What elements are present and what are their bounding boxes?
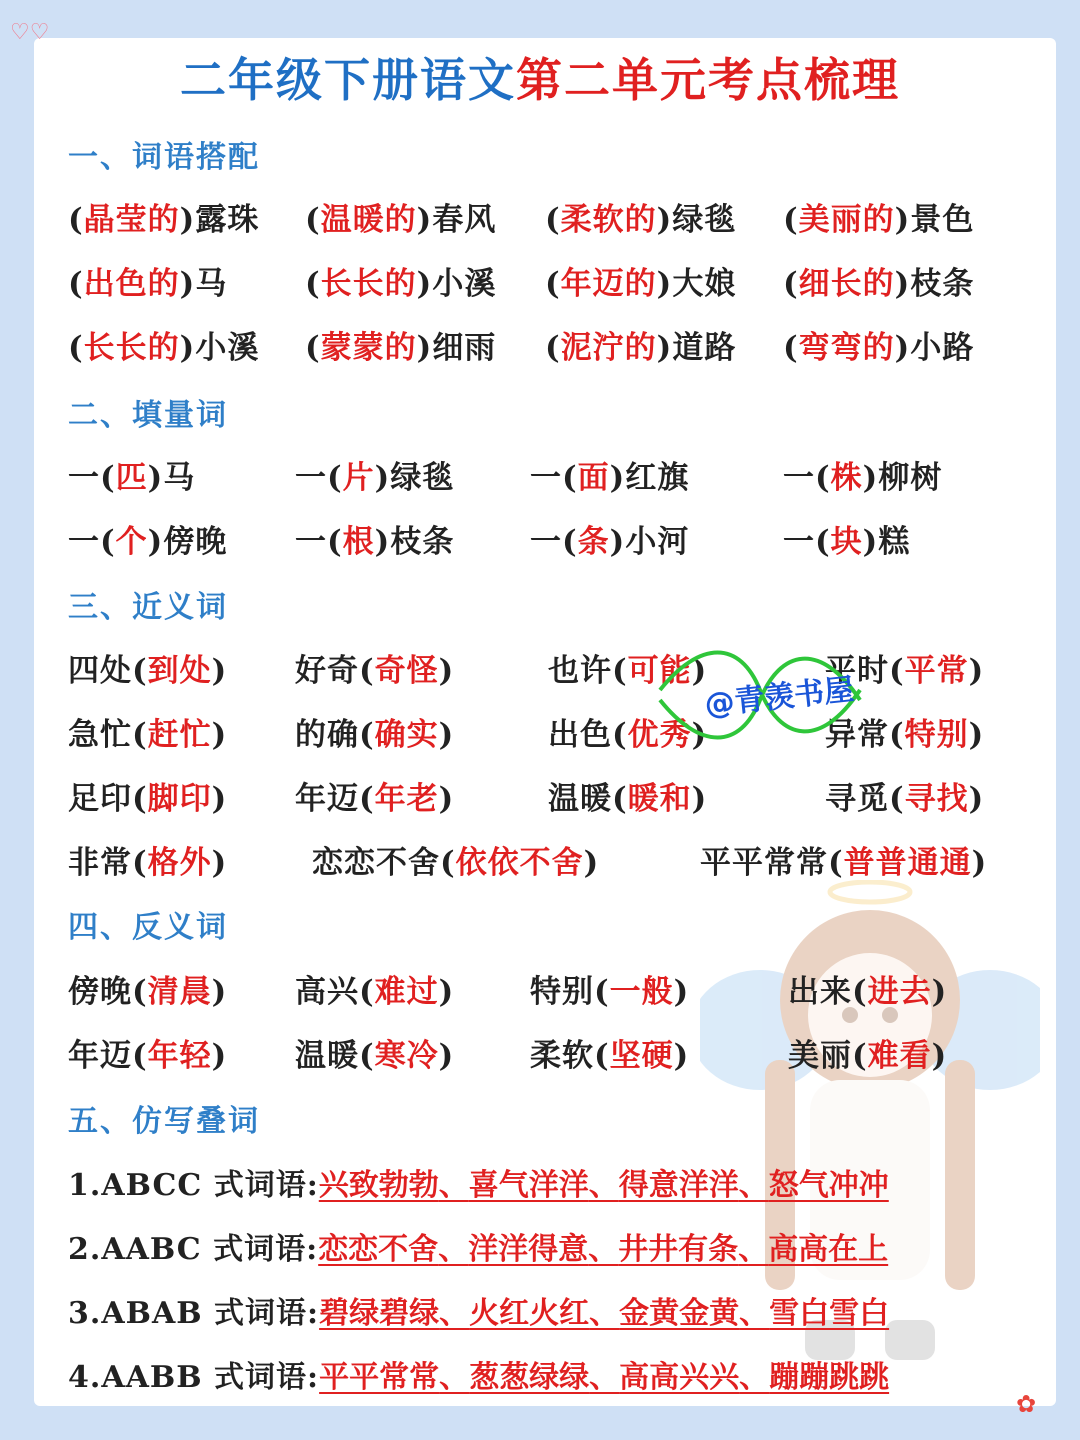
word: 出来 <box>788 974 852 1010</box>
collocation-adjective: 年迈的 <box>560 266 657 302</box>
page-title <box>0 44 1080 110</box>
paren: ( <box>359 717 375 753</box>
paren: ) <box>968 653 985 689</box>
synonym-item <box>68 773 227 818</box>
paren: ( <box>783 202 799 238</box>
reduplication-word: 得意洋洋 <box>618 1168 739 1203</box>
paren: ( <box>132 717 148 753</box>
collocation-item <box>545 194 736 239</box>
collocation-noun: 小溪 <box>432 266 497 302</box>
paren: ) <box>609 524 626 560</box>
paren: ( <box>68 330 84 366</box>
reduplication-word: 火红火红 <box>469 1296 590 1331</box>
antonym-item <box>68 966 227 1011</box>
separator: 、 <box>739 1296 770 1331</box>
answer-word: 优秀 <box>627 717 692 753</box>
paren: ) <box>971 845 988 881</box>
measure-word-item <box>295 516 454 561</box>
synonym-item <box>295 709 454 754</box>
paren: ) <box>894 202 911 238</box>
collocation-item <box>68 194 259 239</box>
collocation-noun: 小路 <box>910 330 975 366</box>
paren: ( <box>612 653 628 689</box>
word: 四处 <box>68 653 132 689</box>
antonym-item <box>295 966 454 1011</box>
reduplication-word: 高高兴兴 <box>619 1360 740 1395</box>
answer-word: 寻找 <box>904 781 969 817</box>
answer-word: 年老 <box>374 781 439 817</box>
paren: ) <box>894 266 911 302</box>
separator: 、 <box>439 1360 470 1395</box>
measure-noun: 绿毯 <box>390 460 455 496</box>
paren: ) <box>211 653 228 689</box>
synonym-item <box>295 645 454 690</box>
paren: ( <box>852 1038 868 1074</box>
word: 非常 <box>68 845 132 881</box>
paren: ( <box>545 330 561 366</box>
paren: ) <box>147 460 164 496</box>
answer-word: 特别 <box>904 717 969 753</box>
title-part1: 二年级下册语文 <box>180 53 516 107</box>
measure-word-item <box>530 452 689 497</box>
collocation-adjective: 长长的 <box>320 266 417 302</box>
answer-word: 普普通通 <box>843 845 972 881</box>
reduplication-word: 井井有条 <box>618 1232 739 1267</box>
answer-word: 平常 <box>904 653 969 689</box>
reduplication-word: 雪白雪白 <box>769 1296 890 1331</box>
paren: ( <box>612 717 628 753</box>
section-heading-reduplication: 五、仿写叠词 <box>68 1104 260 1139</box>
synonym-item <box>312 837 599 882</box>
collocation-adjective: 晶莹的 <box>83 202 180 238</box>
collocation-item <box>305 322 496 367</box>
paren: ) <box>968 717 985 753</box>
paren: ( <box>783 330 799 366</box>
answer-word: 赶忙 <box>147 717 212 753</box>
measure-word-item <box>783 516 910 561</box>
reduplication-line <box>68 1224 888 1268</box>
measure-word: 块 <box>830 524 863 560</box>
prefix: 一( <box>530 460 578 496</box>
synonym-item <box>548 773 707 818</box>
collocation-item <box>305 258 496 303</box>
measure-word: 片 <box>342 460 375 496</box>
measure-word-item <box>68 516 227 561</box>
word: 出色 <box>548 717 612 753</box>
collocation-adjective: 弯弯的 <box>798 330 895 366</box>
separator: 、 <box>589 1296 620 1331</box>
synonym-item <box>700 837 987 882</box>
paren: ) <box>416 266 433 302</box>
reduplication-line <box>68 1352 889 1396</box>
word: 也许 <box>548 653 612 689</box>
synonym-item <box>295 773 454 818</box>
collocation-adjective: 柔软的 <box>560 202 657 238</box>
answer-word: 格外 <box>147 845 212 881</box>
paren: ( <box>889 717 905 753</box>
answer-word: 依依不舍 <box>455 845 584 881</box>
measure-noun: 小河 <box>625 524 690 560</box>
paren: ) <box>211 974 228 1010</box>
prefix: 一( <box>530 524 578 560</box>
word: 温暖 <box>295 1038 359 1074</box>
answer-word: 奇怪 <box>374 653 439 689</box>
reduplication-word: 高高在上 <box>768 1232 889 1267</box>
collocation-item <box>545 322 736 367</box>
paren: ) <box>862 460 879 496</box>
prefix: 一( <box>68 460 116 496</box>
paren: ) <box>691 653 708 689</box>
separator: 、 <box>439 1296 470 1331</box>
paren: ( <box>852 974 868 1010</box>
paren: ) <box>583 845 600 881</box>
section-heading-measure-words: 二、填量词 <box>68 398 228 433</box>
word: 特别 <box>530 974 594 1010</box>
collocation-noun: 大娘 <box>672 266 737 302</box>
word: 平时 <box>825 653 889 689</box>
measure-noun: 傍晚 <box>163 524 228 560</box>
word: 寻觅 <box>825 781 889 817</box>
paren: ) <box>609 460 626 496</box>
reduplication-label: 2.AABC 式词语: <box>68 1232 319 1267</box>
paren: ) <box>179 330 196 366</box>
paren: ) <box>374 524 391 560</box>
separator: 、 <box>588 1232 619 1267</box>
separator: 、 <box>738 1168 769 1203</box>
synonym-item <box>68 645 227 690</box>
prefix: 一( <box>783 524 831 560</box>
synonym-item <box>825 773 984 818</box>
collocation-item <box>68 258 227 303</box>
collocation-adjective: 蒙蒙的 <box>320 330 417 366</box>
collocation-item <box>783 322 974 367</box>
reduplication-line <box>68 1288 889 1332</box>
measure-noun: 枝条 <box>390 524 455 560</box>
paren: ( <box>594 1038 610 1074</box>
antonym-item <box>788 1030 947 1075</box>
flower-icon: ✿ <box>1016 1390 1037 1418</box>
antonym-item <box>530 966 689 1011</box>
word: 的确 <box>295 717 359 753</box>
paren: ) <box>931 974 948 1010</box>
paren: ) <box>656 266 673 302</box>
paren: ) <box>673 1038 690 1074</box>
measure-noun: 柳树 <box>878 460 943 496</box>
paren: ( <box>594 974 610 1010</box>
separator: 、 <box>588 1168 619 1203</box>
paren: ( <box>68 202 84 238</box>
antonym-item <box>295 1030 454 1075</box>
paren: ) <box>894 330 911 366</box>
collocation-noun: 露珠 <box>195 202 260 238</box>
word: 柔软 <box>530 1038 594 1074</box>
collocation-item <box>305 194 496 239</box>
paren: ( <box>359 781 375 817</box>
reduplication-line <box>68 1160 889 1204</box>
paren: ( <box>828 845 844 881</box>
watermark: @青羡书屋 <box>702 672 856 723</box>
paren: ) <box>374 460 391 496</box>
reduplication-word: 葱葱绿绿 <box>469 1360 590 1395</box>
answer-word: 坚硬 <box>609 1038 674 1074</box>
word: 傍晚 <box>68 974 132 1010</box>
answer-word: 难看 <box>867 1038 932 1074</box>
measure-word-item <box>530 516 689 561</box>
paren: ) <box>691 781 708 817</box>
paren: ) <box>438 1038 455 1074</box>
measure-noun: 马 <box>163 460 196 496</box>
paren: ( <box>132 653 148 689</box>
collocation-noun: 细雨 <box>432 330 497 366</box>
measure-word: 面 <box>577 460 610 496</box>
answer-word: 暖和 <box>627 781 692 817</box>
collocation-adjective: 长长的 <box>83 330 180 366</box>
collocation-adjective: 美丽的 <box>798 202 895 238</box>
title-part2: 第二单元考点梳理 <box>516 53 900 107</box>
antonym-item <box>788 966 947 1011</box>
reduplication-word: 怒气冲冲 <box>768 1168 889 1203</box>
reduplication-word: 金黄金黄 <box>619 1296 740 1331</box>
separator: 、 <box>438 1232 469 1267</box>
measure-word-item <box>68 452 195 497</box>
section-heading-antonyms: 四、反义词 <box>68 910 228 945</box>
paren: ( <box>132 974 148 1010</box>
measure-word: 条 <box>577 524 610 560</box>
collocation-noun: 枝条 <box>910 266 975 302</box>
paren: ( <box>545 202 561 238</box>
prefix: 一( <box>295 460 343 496</box>
paren: ) <box>438 717 455 753</box>
paren: ) <box>211 717 228 753</box>
measure-word-item <box>783 452 942 497</box>
paren: ) <box>416 202 433 238</box>
paren: ( <box>132 1038 148 1074</box>
paren: ) <box>147 524 164 560</box>
collocation-noun: 绿毯 <box>672 202 737 238</box>
measure-noun: 红旗 <box>625 460 690 496</box>
reduplication-word: 喜气洋洋 <box>468 1168 589 1203</box>
word: 急忙 <box>68 717 132 753</box>
paren: ) <box>656 330 673 366</box>
word: 美丽 <box>788 1038 852 1074</box>
word: 好奇 <box>295 653 359 689</box>
measure-word: 株 <box>830 460 863 496</box>
prefix: 一( <box>68 524 116 560</box>
paren: ( <box>305 330 321 366</box>
answer-word: 年轻 <box>147 1038 212 1074</box>
answer-word: 到处 <box>147 653 212 689</box>
paren: ) <box>862 524 879 560</box>
paren: ) <box>211 781 228 817</box>
answer-word: 进去 <box>867 974 932 1010</box>
paren: ) <box>656 202 673 238</box>
measure-noun: 糕 <box>878 524 911 560</box>
section-heading-collocation: 一、词语搭配 <box>68 140 260 175</box>
answer-word: 一般 <box>609 974 674 1010</box>
prefix: 一( <box>295 524 343 560</box>
reduplication-label: 1.ABCC 式词语: <box>68 1168 319 1203</box>
reduplication-label: 3.ABAB 式词语: <box>68 1296 320 1331</box>
word: 恋恋不舍 <box>312 845 440 881</box>
paren: ( <box>359 974 375 1010</box>
reduplication-word: 兴致勃勃 <box>318 1168 439 1203</box>
reduplication-label: 4.AABB 式词语: <box>68 1360 320 1395</box>
paren: ) <box>691 717 708 753</box>
collocation-item <box>783 258 974 303</box>
answer-word: 寒冷 <box>374 1038 439 1074</box>
paren: ( <box>783 266 799 302</box>
collocation-noun: 小溪 <box>195 330 260 366</box>
paren: ( <box>440 845 456 881</box>
collocation-item <box>783 194 974 239</box>
paren: ) <box>673 974 690 1010</box>
answer-word: 难过 <box>374 974 439 1010</box>
word: 年迈 <box>295 781 359 817</box>
paren: ) <box>931 1038 948 1074</box>
collocation-adjective: 出色的 <box>83 266 180 302</box>
paren: ( <box>305 266 321 302</box>
collocation-adjective: 温暖的 <box>320 202 417 238</box>
answer-word: 可能 <box>627 653 692 689</box>
measure-word: 根 <box>342 524 375 560</box>
antonym-item <box>68 1030 227 1075</box>
paren: ( <box>359 1038 375 1074</box>
measure-word-item <box>295 452 454 497</box>
paren: ) <box>211 1038 228 1074</box>
paren: ) <box>416 330 433 366</box>
synonym-item <box>68 709 227 754</box>
reduplication-word: 洋洋得意 <box>468 1232 589 1267</box>
synonym-item <box>68 837 227 882</box>
collocation-item <box>68 322 259 367</box>
collocation-adjective: 细长的 <box>798 266 895 302</box>
paren: ) <box>179 202 196 238</box>
collocation-noun: 马 <box>195 266 228 302</box>
reduplication-word: 碧绿碧绿 <box>319 1296 440 1331</box>
paren: ( <box>68 266 84 302</box>
paren: ( <box>359 653 375 689</box>
reduplication-word: 蹦蹦跳跳 <box>769 1360 890 1395</box>
word: 平平常常 <box>700 845 828 881</box>
answer-word: 脚印 <box>147 781 212 817</box>
separator: 、 <box>739 1360 770 1395</box>
separator: 、 <box>589 1360 620 1395</box>
paren: ) <box>211 845 228 881</box>
section-heading-synonyms: 三、近义词 <box>68 590 228 625</box>
paren: ( <box>545 266 561 302</box>
paren: ) <box>179 266 196 302</box>
measure-word: 个 <box>115 524 148 560</box>
answer-word: 清晨 <box>147 974 212 1010</box>
collocation-noun: 春风 <box>432 202 497 238</box>
reduplication-word: 平平常常 <box>319 1360 440 1395</box>
word: 足印 <box>68 781 132 817</box>
collocation-item <box>545 258 736 303</box>
word: 温暖 <box>548 781 612 817</box>
paren: ( <box>889 781 905 817</box>
prefix: 一( <box>783 460 831 496</box>
separator: 、 <box>738 1232 769 1267</box>
word: 年迈 <box>68 1038 132 1074</box>
paren: ) <box>438 974 455 1010</box>
reduplication-word: 恋恋不舍 <box>318 1232 439 1267</box>
word: 高兴 <box>295 974 359 1010</box>
paren: ( <box>132 781 148 817</box>
answer-word: 确实 <box>374 717 439 753</box>
paren: ( <box>889 653 905 689</box>
heart-icon: ♡♡ <box>10 20 50 45</box>
collocation-noun: 道路 <box>672 330 737 366</box>
word: 异常 <box>825 717 889 753</box>
collocation-noun: 景色 <box>910 202 975 238</box>
antonym-item <box>530 1030 689 1075</box>
measure-word: 匹 <box>115 460 148 496</box>
paren: ) <box>438 653 455 689</box>
paren: ) <box>968 781 985 817</box>
collocation-adjective: 泥泞的 <box>560 330 657 366</box>
paren: ( <box>305 202 321 238</box>
paren: ) <box>438 781 455 817</box>
paren: ( <box>132 845 148 881</box>
paren: ( <box>612 781 628 817</box>
separator: 、 <box>438 1168 469 1203</box>
